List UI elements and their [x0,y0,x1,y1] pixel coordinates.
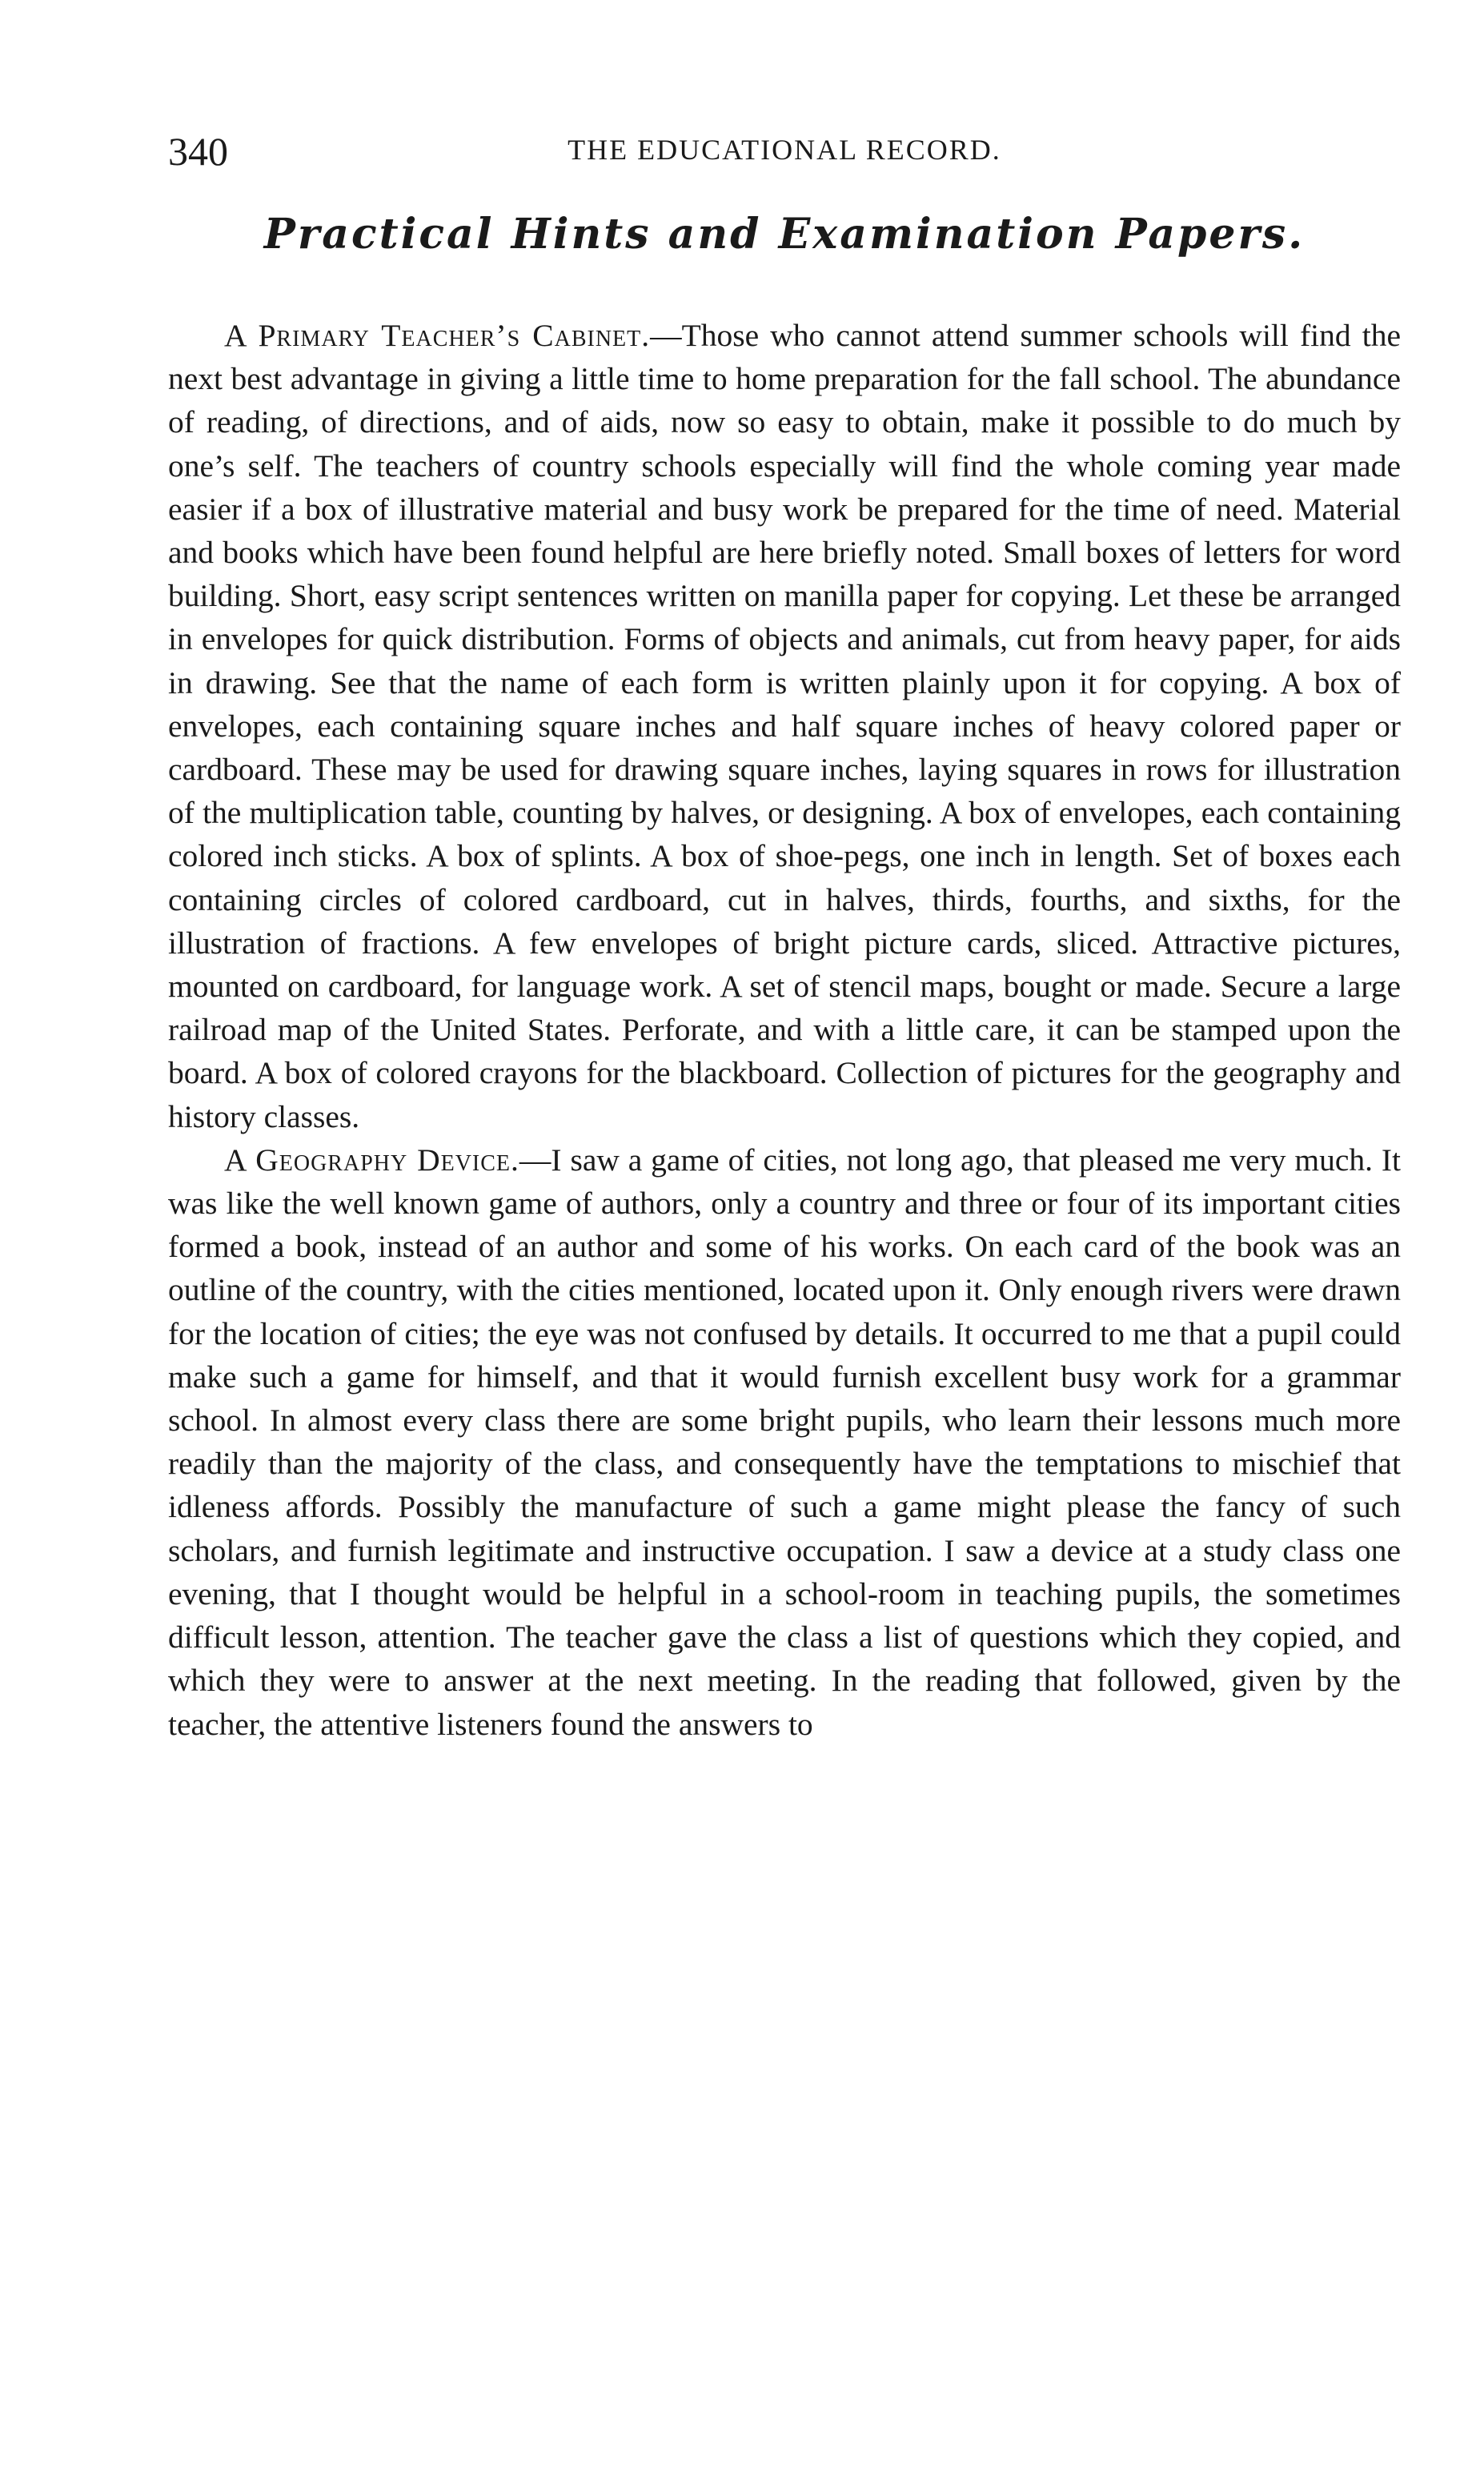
run-in-heading: A Primary Teacher’s Cabinet. [224,318,651,353]
paragraph-geography-device [168,1138,1401,1746]
paragraph-primary-teachers-cabinet [168,314,1401,1138]
page-header [168,128,1401,184]
page-number: 340 [168,129,228,174]
run-in-heading: A Geography Device. [224,1142,519,1178]
running-head: THE EDUCATIONAL RECORD. [568,134,1001,166]
section-title: Practical Hints and Examination Papers. [263,210,1306,259]
article-body [168,314,1401,1746]
paragraph-text: —I saw a game of cities, not long ago, that pleased me very much. It was like the well known game of authors, only a country and three or four of its important cities formed a book, instead of an author and some of his works. On each card of the book was an outline of the country, with the cities mentioned, located upon it. Only enough rivers were drawn for the location of cities; the eye was not confused by details. It occurred to me that a pupil could make such a game for himself, and that it would furnish excellent busy work for a grammar school. In almost every class there are some bright pupils, who learn their lessons much more readily than the majority of the class, and consequently have the temptations to mischief that idleness affords. Possibly the manufacture of such a game might please the fancy of such scholars, and furnish legitimate and instructive occupation. I saw a device at a study class one evening, that I thought would be helpful in a school-room in teaching pupils, the sometimes difficult lesson, attention. The teacher gave the class a list of questions which they copied, and which they were to answer at the next meeting. In the reading that followed, given by the teacher, the attentive listeners found the answers to [168,1142,1401,1742]
paragraph-text: —Those who cannot attend summer schools will find the next best advantage in giving a little time to home preparation for the fall school. The abundance of reading, of directions, and of aids, now so easy to obtain, make it possible to do much by one’s self. The teachers of country schools especially will find the whole coming year made easier if a box of illustrative material and busy work be prepared for the time of need. Material and books which have been found helpful are here briefly noted. Small boxes of letters for word building. Short, easy script sentences written on manilla paper for copying. Let these be arranged in envelopes for quick distribution. Forms of objects and animals, cut from heavy paper, for aids in drawing. See that the name of each form is written plainly upon it for copying. A box of envelopes, each containing square inches and half square inches of heavy colored paper or cardboard. These may be used for drawing square inches, laying squares in rows for illustration of the multiplication table, counting by halves, or designing. A box of envelopes, each containing colored inch sticks. A box of splints. A box of shoe-pegs, one inch in length. Set of boxes each containing circles of colored cardboard, cut in halves, thirds, fourths, and sixths, for the illustration of fractions. A few envelopes of bright picture cards, sliced. Attractive pictures, mounted on cardboard, for language work. A set of stencil maps, bought or made. Secure a large railroad map of the United States. Perforate, and with a little care, it can be stamped upon the board. A box of colored crayons for the blackboard. Collection of pictures for the geography and history classes. [168,318,1401,1134]
